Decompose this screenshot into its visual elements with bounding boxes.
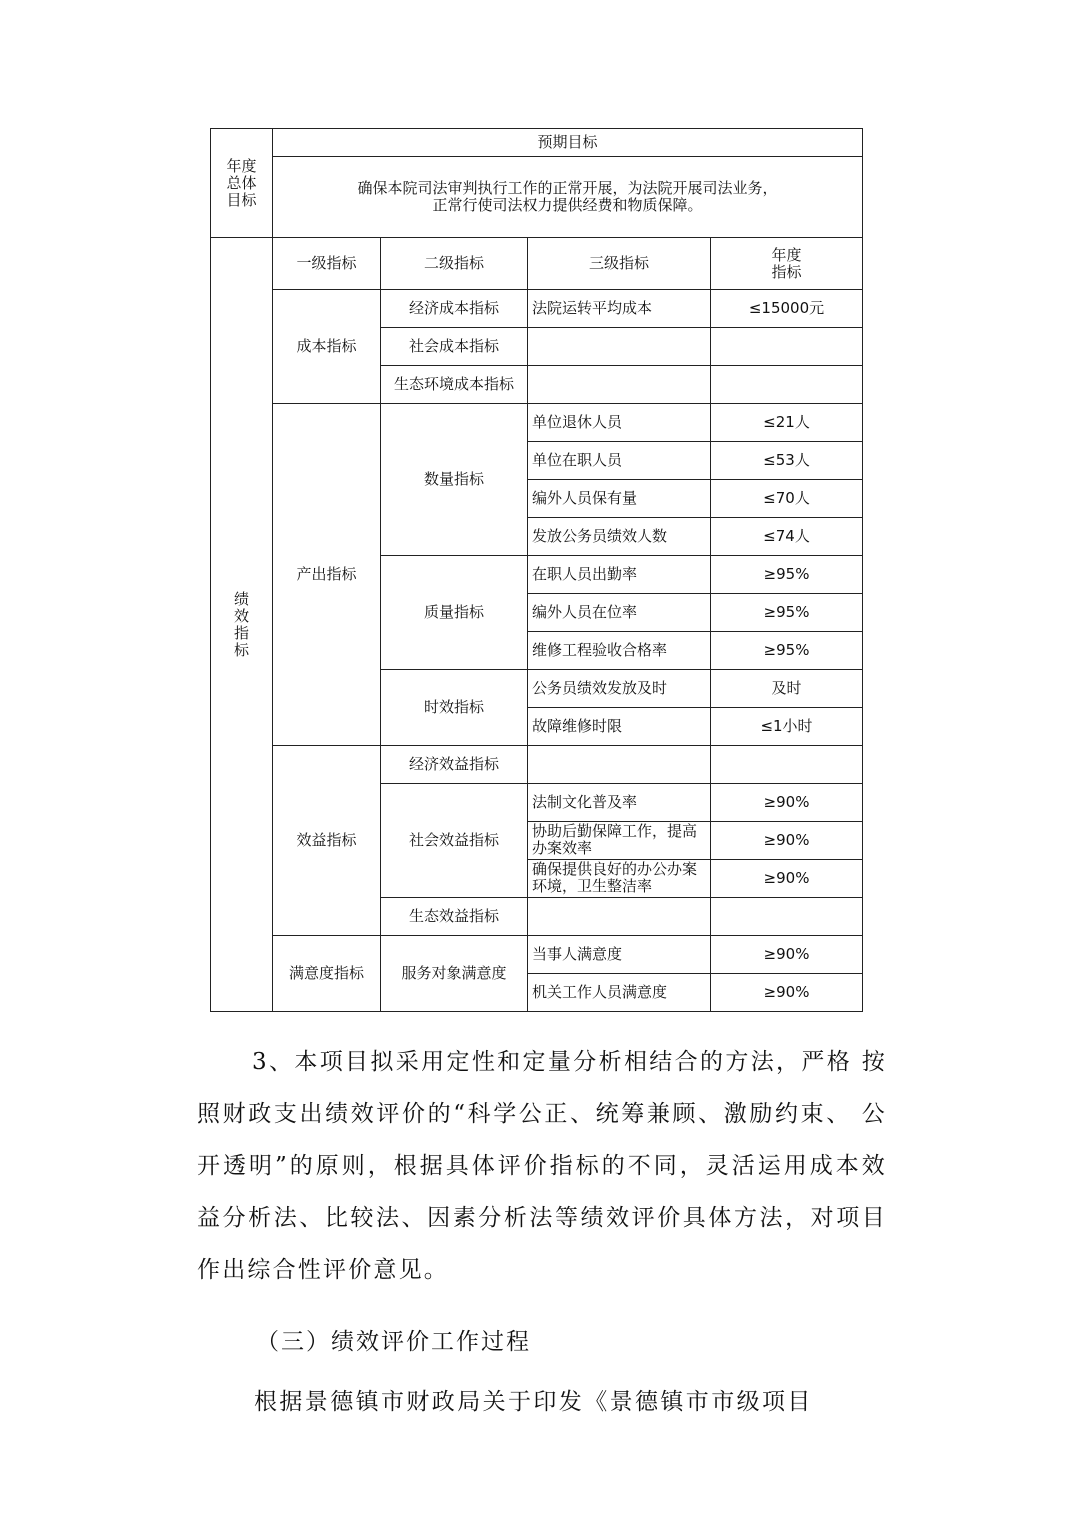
service-satisfaction: 服务对象满意度: [381, 936, 528, 1012]
value-cell: ≥95%: [711, 632, 863, 670]
value-cell: ≥95%: [711, 594, 863, 632]
output-indicator: 产出指标: [273, 404, 381, 746]
satisfaction-indicator: 满意度指标: [273, 936, 381, 1012]
section-heading: （三）绩效评价工作过程: [256, 1329, 531, 1355]
value-cell: ≥90%: [711, 974, 863, 1012]
value-cell: [711, 328, 863, 366]
level2-cell: 社会成本指标: [381, 328, 528, 366]
level3-cell: [528, 328, 711, 366]
value-cell: ≤70人: [711, 480, 863, 518]
level3-cell: 当事人满意度: [528, 936, 711, 974]
level2-cell: 生态环境成本指标: [381, 366, 528, 404]
paragraph-start: 根据景德镇市财政局关于印发《景德镇市市级项目: [254, 1389, 813, 1415]
level3-cell: [528, 366, 711, 404]
level3-cell: 故障维修时限: [528, 708, 711, 746]
header-level3: 三级指标: [528, 238, 711, 290]
value-cell: ≤15000元: [711, 290, 863, 328]
level3-cell: 单位退休人员: [528, 404, 711, 442]
value-cell: ≤21人: [711, 404, 863, 442]
value-cell: ≥95%: [711, 556, 863, 594]
level3-cell: 法院运转平均成本: [528, 290, 711, 328]
value-cell: ≤74人: [711, 518, 863, 556]
header-level2: 二级指标: [381, 238, 528, 290]
quality-indicator: 质量指标: [381, 556, 528, 670]
level3-cell: 编外人员在位率: [528, 594, 711, 632]
level3-cell: 维修工程验收合格率: [528, 632, 711, 670]
social-benefit-indicator: 社会效益指标: [381, 784, 528, 898]
value-cell: ≥90%: [711, 860, 863, 898]
header-level1: 一级指标: [273, 238, 381, 290]
level3-cell: 发放公务员绩效人数: [528, 518, 711, 556]
expected-goal-text: 确保本院司法审判执行工作的正常开展，为法院开展司法业务， 正常行使司法权力提供经费和物质保障。: [273, 157, 863, 238]
timeliness-indicator: 时效指标: [381, 670, 528, 746]
cost-indicator: 成本指标: [273, 290, 381, 404]
performance-indicator-label: 绩 效 指 标: [211, 238, 273, 1012]
value-cell: [711, 366, 863, 404]
paragraph-3: 3、本项目拟采用定性和定量分析相结合的方法，严格 按照财政支出绩效评价的“科学公正、统筹兼顾、激励约束、 公开透明”的原则，根据具体评价指标的不同，灵活运用成本效益分析法、比较法、因素分析法等绩效评价具体方法，对项目作出综合性评价意见。: [197, 1049, 887, 1283]
value-cell: ≥90%: [711, 784, 863, 822]
value-cell: 及时: [711, 670, 863, 708]
value-cell: [711, 898, 863, 936]
level3-cell: 确保提供良好的办公办案环境，卫生整洁率: [528, 860, 711, 898]
level3-cell: 在职人员出勤率: [528, 556, 711, 594]
level3-cell: 法制文化普及率: [528, 784, 711, 822]
level3-cell: 公务员绩效发放及时: [528, 670, 711, 708]
level2-cell: 生态效益指标: [381, 898, 528, 936]
value-cell: ≥90%: [711, 936, 863, 974]
level3-cell: [528, 898, 711, 936]
value-cell: ≥90%: [711, 822, 863, 860]
level3-cell: [528, 746, 711, 784]
annual-goal-label: 年度 总体 目标: [211, 129, 273, 238]
level2-cell: 经济效益指标: [381, 746, 528, 784]
expected-goal-header: 预期目标: [273, 129, 863, 157]
value-cell: ≤1小时: [711, 708, 863, 746]
value-cell: [711, 746, 863, 784]
quantity-indicator: 数量指标: [381, 404, 528, 556]
header-annual: 年度 指标: [711, 238, 863, 290]
level3-cell: 单位在职人员: [528, 442, 711, 480]
benefit-indicator: 效益指标: [273, 746, 381, 936]
value-cell: ≤53人: [711, 442, 863, 480]
level3-cell: 机关工作人员满意度: [528, 974, 711, 1012]
level2-cell: 经济成本指标: [381, 290, 528, 328]
level3-cell: 编外人员保有量: [528, 480, 711, 518]
level3-cell: 协助后勤保障工作，提高办案效率: [528, 822, 711, 860]
performance-goal-table: [210, 128, 863, 1012]
